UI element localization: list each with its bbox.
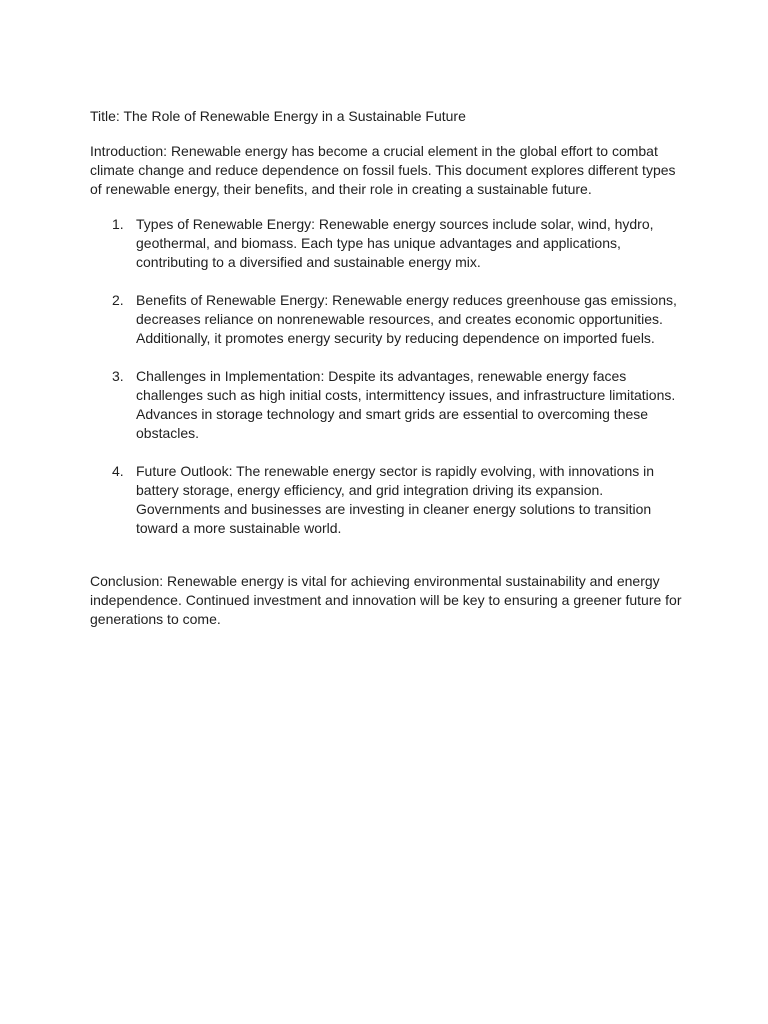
list-item: [90, 291, 690, 348]
list-item-number: 1.: [112, 216, 124, 232]
numbered-list: [90, 215, 690, 538]
list-item-text: Challenges in Implementation: Despite its advantages, renewable energy faces challenges such as high initial costs, intermittency issues, and infrastructure limitations. Advances in storage technology and smart grids are essential to overcoming these obstacles.: [136, 368, 676, 441]
list-item-number: 4.: [112, 463, 124, 479]
list-item-text: Benefits of Renewable Energy: Renewable energy reduces greenhouse gas emissions, decreases reliance on nonrenewable resources, and creates economic opportunities. Additionally, it promotes energy security by reducing dependence on imported fuels.: [136, 292, 677, 346]
introduction-paragraph: Introduction: Renewable energy has become a crucial element in the global effort to combat climate change and reduce dependence on fossil fuels. This document explores different types of renewable energy, their benefits, and their role in creating a sustainable future.: [90, 143, 676, 197]
conclusion-paragraph: Conclusion: Renewable energy is vital for achieving environmental sustainability and energy independence. Continued investment and innovation will be key to ensuring a greener future for generations to come.: [90, 573, 682, 627]
list-item-number: 2.: [112, 292, 124, 308]
list-item: [90, 462, 690, 538]
list-item-number: 3.: [112, 368, 124, 384]
list-item: [90, 367, 690, 443]
document-title: Title: The Role of Renewable Energy in a Sustainable Future: [90, 108, 466, 124]
list-item-text: Future Outlook: The renewable energy sector is rapidly evolving, with innovations in battery storage, energy efficiency, and grid integration driving its expansion. Governments and businesses are investing in cleaner energy solutions to transition toward a more sustainable world.: [136, 463, 655, 536]
list-item-text: Types of Renewable Energy: Renewable energy sources include solar, wind, hydro, geothermal, and biomass. Each type has unique advantages and applications, contributing to a diversified and sustainable energy mix.: [136, 216, 654, 270]
list-item: [90, 215, 690, 272]
document-body: [90, 107, 690, 629]
